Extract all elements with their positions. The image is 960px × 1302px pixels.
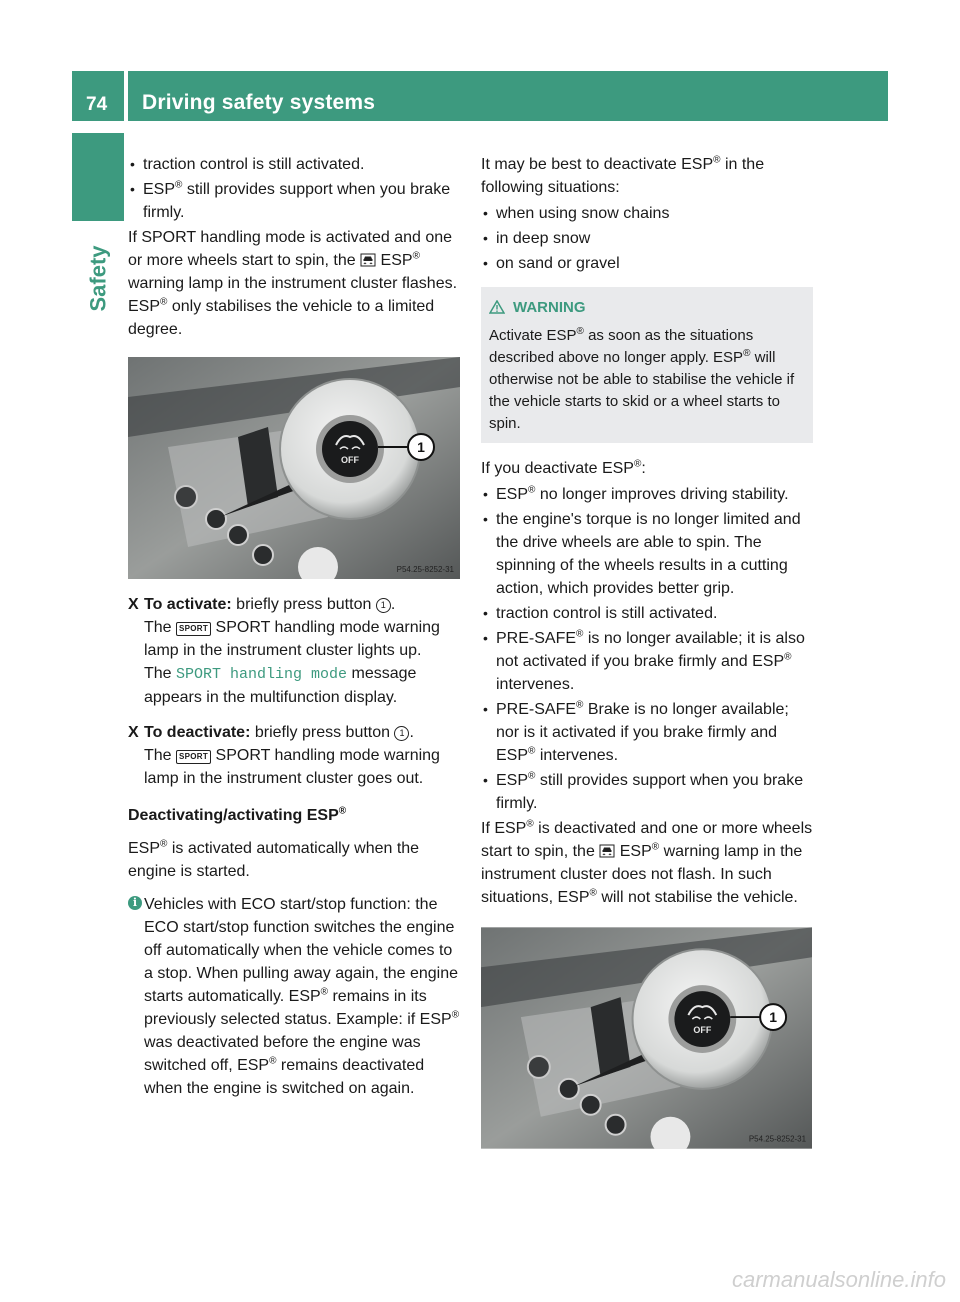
- warning-title: WARNING: [489, 297, 805, 319]
- esp-warning-car-icon: [599, 844, 615, 858]
- esp-button-photo: [128, 357, 460, 579]
- callout-1: 1: [417, 439, 425, 455]
- list-item: • on sand or gravel: [481, 252, 813, 275]
- sport-lamp-icon: SPORT: [176, 750, 211, 764]
- paragraph: If you deactivate ESP®:: [481, 458, 646, 477]
- list-item: • PRE-SAFE® is no longer available; it is also not activated if you brake firmly and ESP® intervenes.: [481, 627, 813, 696]
- step-deactivate: X To deactivate: briefly press button 1 . The SPORT SPORT handling mode warning lamp in the instrument cluster goes out.: [128, 724, 440, 787]
- esp-warning-car-icon: [360, 253, 376, 267]
- list-item: • in deep snow: [481, 227, 813, 250]
- page-number: 74: [86, 94, 108, 115]
- left-column: [128, 153, 460, 1100]
- list-item: • PRE-SAFE® Brake is no longer available; nor is it activated if you brake firmly and ESP® intervenes.: [481, 698, 813, 767]
- paragraph: If ESP® is deactivated and one or more wheels start to spin, the ESP® warning lamp in the instrument cluster does not flash. In such situations, ESP® will not stabilise the vehicle.: [481, 818, 813, 906]
- warning-box: WARNING Activate ESP® as soon as the situations described above no longer apply. ESP® will otherwise not be able to stabilise the vehicle if the vehicle starts to skid or a wheel starts to spin.: [481, 287, 813, 443]
- watermark: carmanualsonline.info: [731, 1267, 946, 1292]
- callout-ref-icon: 1: [394, 726, 409, 741]
- warning-triangle-icon: [489, 300, 505, 314]
- photo-code: P54.25-8252-31: [396, 565, 454, 574]
- callout-ref-icon: 1: [376, 598, 391, 613]
- button-off-label: OFF: [341, 455, 359, 465]
- info-icon: i: [128, 896, 142, 910]
- paragraph: ESP® is activated automatically when the engine is started.: [128, 838, 420, 880]
- page-number-box: [72, 71, 124, 121]
- page-header: [72, 71, 888, 121]
- right-column: [481, 153, 813, 1149]
- section-title: Driving safety systems: [142, 91, 376, 114]
- paragraph: If SPORT handling mode is activated and one or more wheels start to spin, the ESP® warning lamp in the instrument cluster flashes. ESP® only stabilises the vehicle to a limited degree.: [128, 229, 458, 338]
- button-off-label: OFF: [693, 1025, 712, 1036]
- callout-1: 1: [769, 1009, 778, 1026]
- side-tab-label: Safety: [85, 244, 111, 312]
- list-item: • when using snow chains: [481, 202, 813, 225]
- side-tab-marker: [72, 133, 124, 221]
- list-item: • ESP® still provides support when you brake firmly.: [128, 178, 460, 224]
- list-item: • the engine's torque is no longer limited and the drive wheels are able to spin. The spinning of the wheels results in a cutting action, which provides better grip.: [481, 508, 813, 600]
- list-item: • traction control is still activated.: [481, 602, 813, 625]
- sport-lamp-icon: SPORT: [176, 622, 211, 636]
- photo-code: P54.25-8252-31: [748, 1134, 807, 1144]
- display-message: SPORT handling mode: [176, 666, 348, 683]
- list-item: • ESP® no longer improves driving stability.: [481, 483, 813, 506]
- info-note: i Vehicles with ECO start/stop function: the ECO start/stop function switches the engine off automatically when the vehicle comes to a stop. When pulling away again, the engine starts automatically. ESP® remains in its previously selected status. Example: if ESP® was deactivated before the engine was switched off, ESP® remains deactivated when the engine is switched on again.: [128, 893, 460, 1100]
- section-title-box: [128, 71, 888, 121]
- list-item: • ESP® still provides support when you brake firmly.: [481, 769, 813, 815]
- paragraph: It may be best to deactivate ESP® in the following situations:: [481, 154, 765, 196]
- esp-button-photo: [481, 927, 812, 1149]
- step-activate: X To activate: briefly press button 1 . The SPORT SPORT handling mode warning lamp in the instrument cluster lights up. The SPORT handling mode message appears in the multifunction display.: [128, 596, 440, 706]
- section-heading: Deactivating/activating ESP®: [128, 805, 347, 824]
- list-item: • traction control is still activated.: [128, 153, 460, 176]
